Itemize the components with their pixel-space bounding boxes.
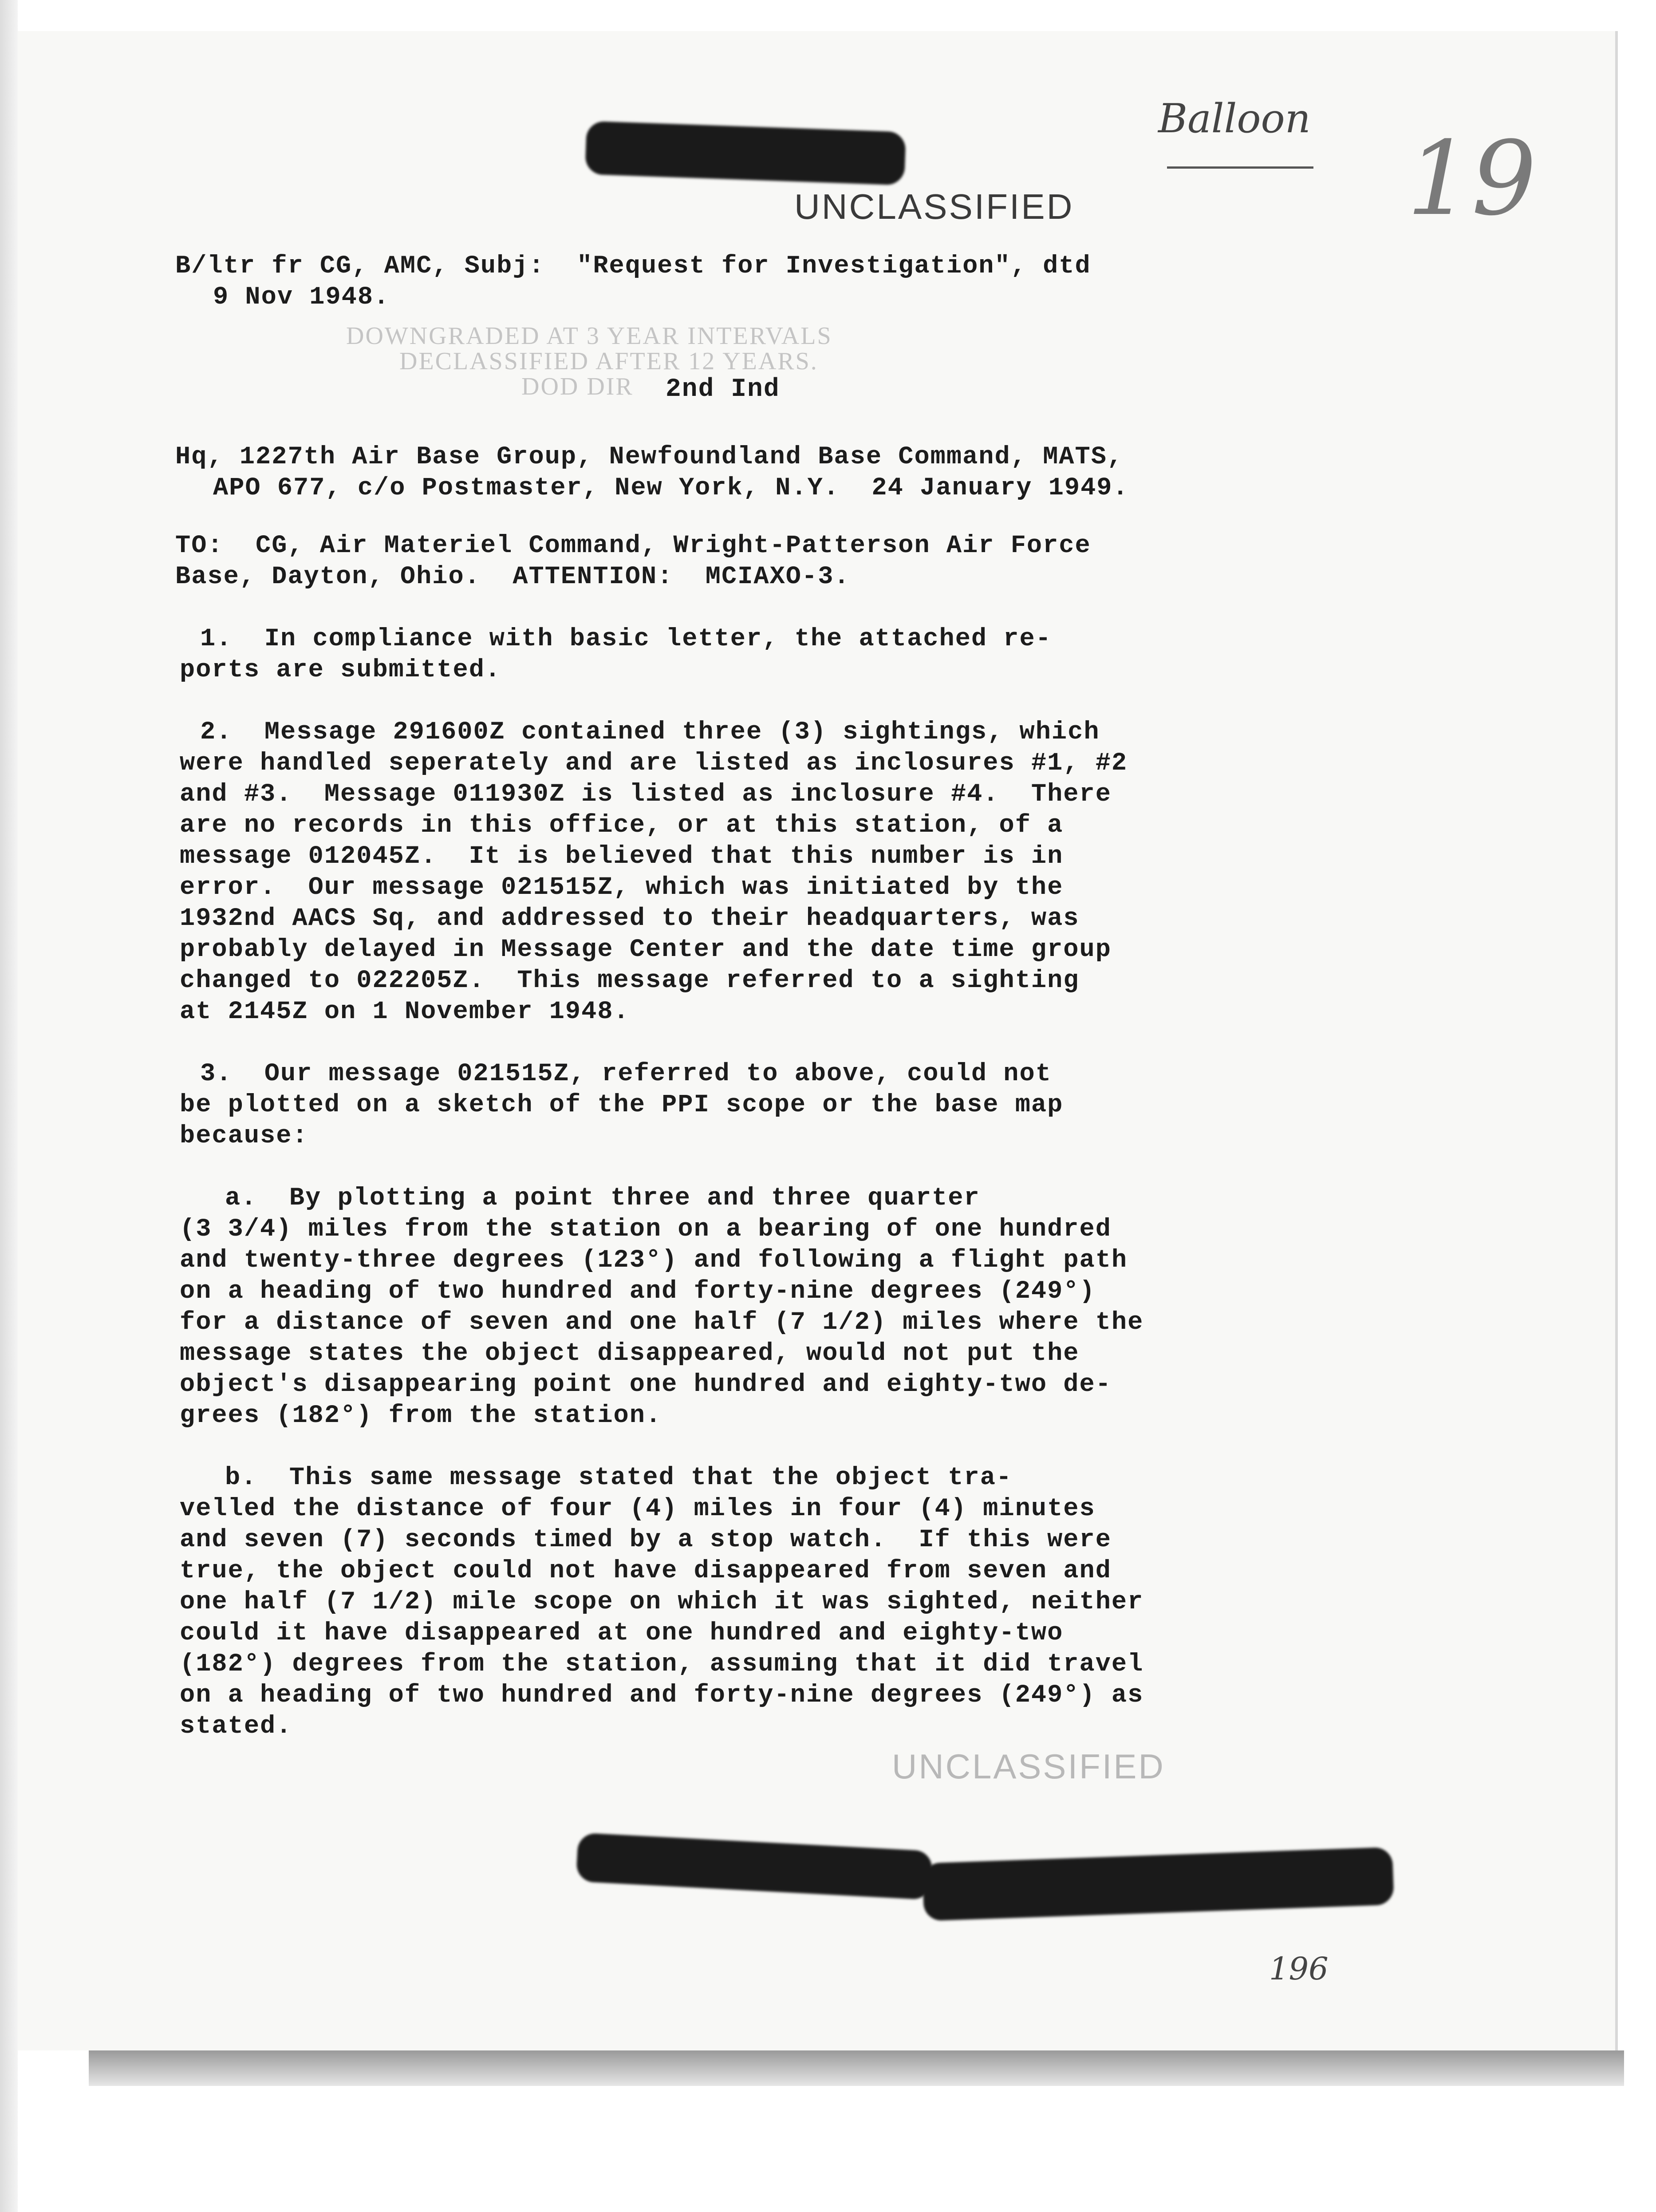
para3b-line-1: b. This same message stated that the object tra- xyxy=(64,1464,1013,1492)
para3a-line-1: a. By plotting a point three and three quarter xyxy=(64,1184,980,1213)
para3a-line-4: on a heading of two hundred and forty-nine degrees (249°) xyxy=(180,1277,1096,1306)
para3b-line-9: stated. xyxy=(180,1712,292,1741)
para3-line-3: because: xyxy=(180,1122,308,1150)
para2-line-10: at 2145Z on 1 November 1948. xyxy=(180,998,630,1026)
para3a-line-7: object's disappearing point one hundred and eighty-two de- xyxy=(180,1371,1112,1399)
para2-line-1: 2. Message 291600Z contained three (3) sightings, which xyxy=(120,718,1100,747)
para2-line-6: error. Our message 021515Z, which was initiated by the xyxy=(180,873,1064,902)
downgrade-line-3: DOD DIR xyxy=(521,373,634,400)
para3b-line-5: one half (7 1/2) mile scope on which it was sighted, neither xyxy=(180,1588,1144,1616)
para1-line-2: ports are submitted. xyxy=(180,656,501,684)
para2-line-4: are no records in this office, or at this station, of a xyxy=(180,811,1064,840)
para2-line-2: were handled seperately and are listed as inclosures #1, #2 xyxy=(180,749,1128,778)
para2-line-7: 1932nd AACS Sq, and addressed to their headquarters, was xyxy=(180,905,1080,933)
handwritten-mark: 19 xyxy=(1407,120,1537,238)
para2-line-9: changed to 022205Z. This message referred to a sighting xyxy=(180,967,1080,995)
handwritten-note: Balloon xyxy=(1158,95,1311,142)
para2-line-5: message 012045Z. It is believed that this number is in xyxy=(180,842,1064,871)
classification-bottom: UNCLASSIFIED xyxy=(892,1747,1165,1786)
to-line-1: TO: CG, Air Materiel Command, Wright-Patterson Air Force xyxy=(175,532,1091,560)
para3a-line-3: and twenty-three degrees (123°) and following a flight path xyxy=(180,1246,1128,1275)
para2-line-8: probably delayed in Message Center and the date time group xyxy=(180,936,1112,964)
indorsement-number: 2nd Ind xyxy=(666,375,780,404)
downgrade-line-2: DECLASSIFIED AFTER 12 YEARS. xyxy=(399,348,818,375)
origin-line-2: APO 677, c/o Postmaster, New York, N.Y. 24 January 1949. xyxy=(213,474,1129,502)
para3b-line-4: true, the object could not have disappeared from seven and xyxy=(180,1557,1112,1585)
para3a-line-8: grees (182°) from the station. xyxy=(180,1402,662,1430)
para1-line-1: 1. In compliance with basic letter, the attached re- xyxy=(120,625,1052,653)
para3b-line-8: on a heading of two hundred and forty-nine degrees (249°) as xyxy=(180,1681,1144,1710)
para3b-line-7: (182°) degrees from the station, assuming that it did travel xyxy=(180,1650,1144,1679)
classification-top: UNCLASSIFIED xyxy=(794,187,1074,226)
origin-line-1: Hq, 1227th Air Base Group, Newfoundland Base Command, MATS, xyxy=(175,443,1124,471)
ref-line-2: 9 Nov 1948. xyxy=(213,283,390,312)
para3-line-1: 3. Our message 021515Z, referred to above, could not xyxy=(120,1060,1052,1088)
para3a-line-2: (3 3/4) miles from the station on a bearing of one hundred xyxy=(180,1215,1112,1244)
para3b-line-2: velled the distance of four (4) miles in four (4) minutes xyxy=(180,1495,1096,1523)
para3b-line-6: could it have disappeared at one hundred and eighty-two xyxy=(180,1619,1064,1647)
to-line-2: Base, Dayton, Ohio. ATTENTION: MCIAXO-3. xyxy=(175,563,850,591)
page-number: 196 xyxy=(1269,1951,1329,1987)
para3b-line-3: and seven (7) seconds timed by a stop watch. If this were xyxy=(180,1526,1112,1554)
ref-line-1: B/ltr fr CG, AMC, Subj: "Request for Investigation", dtd xyxy=(175,252,1091,280)
para3a-line-6: message states the object disappeared, would not put the xyxy=(180,1339,1080,1368)
para2-line-3: and #3. Message 011930Z is listed as inclosure #4. There xyxy=(180,780,1112,809)
para3-line-2: be plotted on a sketch of the PPI scope or the base map xyxy=(180,1091,1064,1119)
para3a-line-5: for a distance of seven and one half (7 1/2) miles where the xyxy=(180,1308,1144,1337)
downgrade-line-1: DOWNGRADED AT 3 YEAR INTERVALS xyxy=(346,322,832,350)
